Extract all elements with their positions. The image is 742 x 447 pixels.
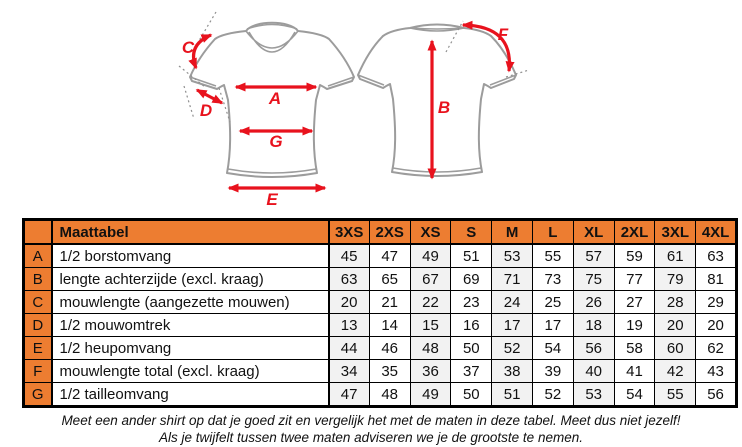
cell-value: 38 bbox=[492, 360, 533, 383]
size-header-s: S bbox=[451, 220, 492, 245]
measure-label-G: G bbox=[269, 132, 283, 151]
row-label: 1/2 tailleomvang bbox=[52, 383, 329, 407]
cell-value: 55 bbox=[655, 383, 696, 407]
footer-note bbox=[0, 413, 742, 447]
cell-value: 52 bbox=[532, 383, 573, 407]
size-header-m: M bbox=[492, 220, 533, 245]
cell-value: 54 bbox=[532, 337, 573, 360]
cell-value: 73 bbox=[532, 268, 573, 291]
cell-value: 29 bbox=[696, 291, 737, 314]
cell-value: 41 bbox=[614, 360, 655, 383]
cell-value: 49 bbox=[410, 244, 451, 268]
row-label: 1/2 heupomvang bbox=[52, 337, 329, 360]
row-letter: G bbox=[24, 383, 52, 407]
cell-value: 51 bbox=[492, 383, 533, 407]
cell-value: 14 bbox=[369, 314, 410, 337]
row-letter: F bbox=[24, 360, 52, 383]
row-letter: A bbox=[24, 244, 52, 268]
size-header-2xs: 2XS bbox=[369, 220, 410, 245]
table-header-row bbox=[24, 220, 737, 245]
tshirt-measurement-diagram bbox=[0, 0, 742, 218]
cell-value: 63 bbox=[329, 268, 370, 291]
measure-label-A: A bbox=[268, 89, 282, 108]
row-letter: C bbox=[24, 291, 52, 314]
row-letter: E bbox=[24, 337, 52, 360]
cell-value: 16 bbox=[451, 314, 492, 337]
cell-value: 35 bbox=[369, 360, 410, 383]
cell-value: 22 bbox=[410, 291, 451, 314]
cell-value: 48 bbox=[410, 337, 451, 360]
cell-value: 75 bbox=[573, 268, 614, 291]
cell-value: 57 bbox=[573, 244, 614, 268]
size-header-l: L bbox=[532, 220, 573, 245]
cell-value: 56 bbox=[696, 383, 737, 407]
cell-value: 67 bbox=[410, 268, 451, 291]
footer-line-2: Als je twijfelt tussen twee maten adviseren we je de grootste te nemen. bbox=[159, 429, 583, 445]
cell-value: 47 bbox=[369, 244, 410, 268]
size-header-xl: XL bbox=[573, 220, 614, 245]
cell-value: 42 bbox=[655, 360, 696, 383]
cell-value: 61 bbox=[655, 244, 696, 268]
cell-value: 17 bbox=[492, 314, 533, 337]
cell-value: 18 bbox=[573, 314, 614, 337]
cell-value: 71 bbox=[492, 268, 533, 291]
row-label: mouwlengte (aangezette mouwen) bbox=[52, 291, 329, 314]
cell-value: 44 bbox=[329, 337, 370, 360]
table-row bbox=[24, 314, 737, 337]
cell-value: 34 bbox=[329, 360, 370, 383]
cell-value: 19 bbox=[614, 314, 655, 337]
cell-value: 39 bbox=[532, 360, 573, 383]
table-row bbox=[24, 337, 737, 360]
cell-value: 20 bbox=[655, 314, 696, 337]
cell-value: 27 bbox=[614, 291, 655, 314]
cell-value: 48 bbox=[369, 383, 410, 407]
row-label: mouwlengte total (excl. kraag) bbox=[52, 360, 329, 383]
cell-value: 77 bbox=[614, 268, 655, 291]
cell-value: 50 bbox=[451, 337, 492, 360]
cell-value: 15 bbox=[410, 314, 451, 337]
measurement-diagram-svg bbox=[0, 0, 742, 218]
cell-value: 55 bbox=[532, 244, 573, 268]
table-row bbox=[24, 291, 737, 314]
cell-value: 21 bbox=[369, 291, 410, 314]
cell-value: 47 bbox=[329, 383, 370, 407]
cell-value: 46 bbox=[369, 337, 410, 360]
row-letter: B bbox=[24, 268, 52, 291]
cell-value: 79 bbox=[655, 268, 696, 291]
table-row bbox=[24, 244, 737, 268]
cell-value: 26 bbox=[573, 291, 614, 314]
cell-value: 63 bbox=[696, 244, 737, 268]
cell-value: 59 bbox=[614, 244, 655, 268]
cell-value: 45 bbox=[329, 244, 370, 268]
cell-value: 58 bbox=[614, 337, 655, 360]
size-header-2xl: 2XL bbox=[614, 220, 655, 245]
cell-value: 24 bbox=[492, 291, 533, 314]
cell-value: 25 bbox=[532, 291, 573, 314]
cell-value: 20 bbox=[696, 314, 737, 337]
cell-value: 53 bbox=[492, 244, 533, 268]
footer-line-1: Meet een ander shirt op dat je goed zit en vergelijk het met de maten in deze tabel. Meet dus niet jezelf! bbox=[61, 413, 681, 428]
table-row bbox=[24, 360, 737, 383]
cell-value: 40 bbox=[573, 360, 614, 383]
cell-value: 51 bbox=[451, 244, 492, 268]
cell-value: 52 bbox=[492, 337, 533, 360]
cell-value: 49 bbox=[410, 383, 451, 407]
dotted-guide-sleeve-left bbox=[184, 86, 194, 119]
cell-value: 53 bbox=[573, 383, 614, 407]
cell-value: 28 bbox=[655, 291, 696, 314]
size-table bbox=[22, 218, 738, 408]
size-header-xs: XS bbox=[410, 220, 451, 245]
cell-value: 23 bbox=[451, 291, 492, 314]
measure-label-F: F bbox=[497, 25, 509, 44]
cell-value: 62 bbox=[696, 337, 737, 360]
table-title: Maattabel bbox=[52, 220, 329, 245]
size-header-3xl: 3XL bbox=[655, 220, 696, 245]
cell-value: 36 bbox=[410, 360, 451, 383]
cell-value: 37 bbox=[451, 360, 492, 383]
cell-value: 69 bbox=[451, 268, 492, 291]
row-label: 1/2 borstomvang bbox=[52, 244, 329, 268]
measure-label-E: E bbox=[266, 190, 278, 209]
size-header-4xl: 4XL bbox=[696, 220, 737, 245]
cell-value: 50 bbox=[451, 383, 492, 407]
measure-label-C: C bbox=[181, 38, 195, 57]
cell-value: 13 bbox=[329, 314, 370, 337]
size-header-3xs: 3XS bbox=[329, 220, 370, 245]
cell-value: 43 bbox=[696, 360, 737, 383]
cell-value: 20 bbox=[329, 291, 370, 314]
row-label: 1/2 mouwomtrek bbox=[52, 314, 329, 337]
measure-label-D: D bbox=[199, 101, 213, 120]
table-row bbox=[24, 268, 737, 291]
cell-value: 81 bbox=[696, 268, 737, 291]
cell-value: 60 bbox=[655, 337, 696, 360]
cell-value: 65 bbox=[369, 268, 410, 291]
measure-label-B: B bbox=[437, 98, 451, 117]
cell-value: 17 bbox=[532, 314, 573, 337]
row-letter: D bbox=[24, 314, 52, 337]
cell-value: 56 bbox=[573, 337, 614, 360]
dotted-guide-shoulder-top bbox=[197, 12, 216, 44]
corner-cell bbox=[24, 220, 52, 245]
table-row bbox=[24, 383, 737, 407]
row-label: lengte achterzijde (excl. kraag) bbox=[52, 268, 329, 291]
cell-value: 54 bbox=[614, 383, 655, 407]
